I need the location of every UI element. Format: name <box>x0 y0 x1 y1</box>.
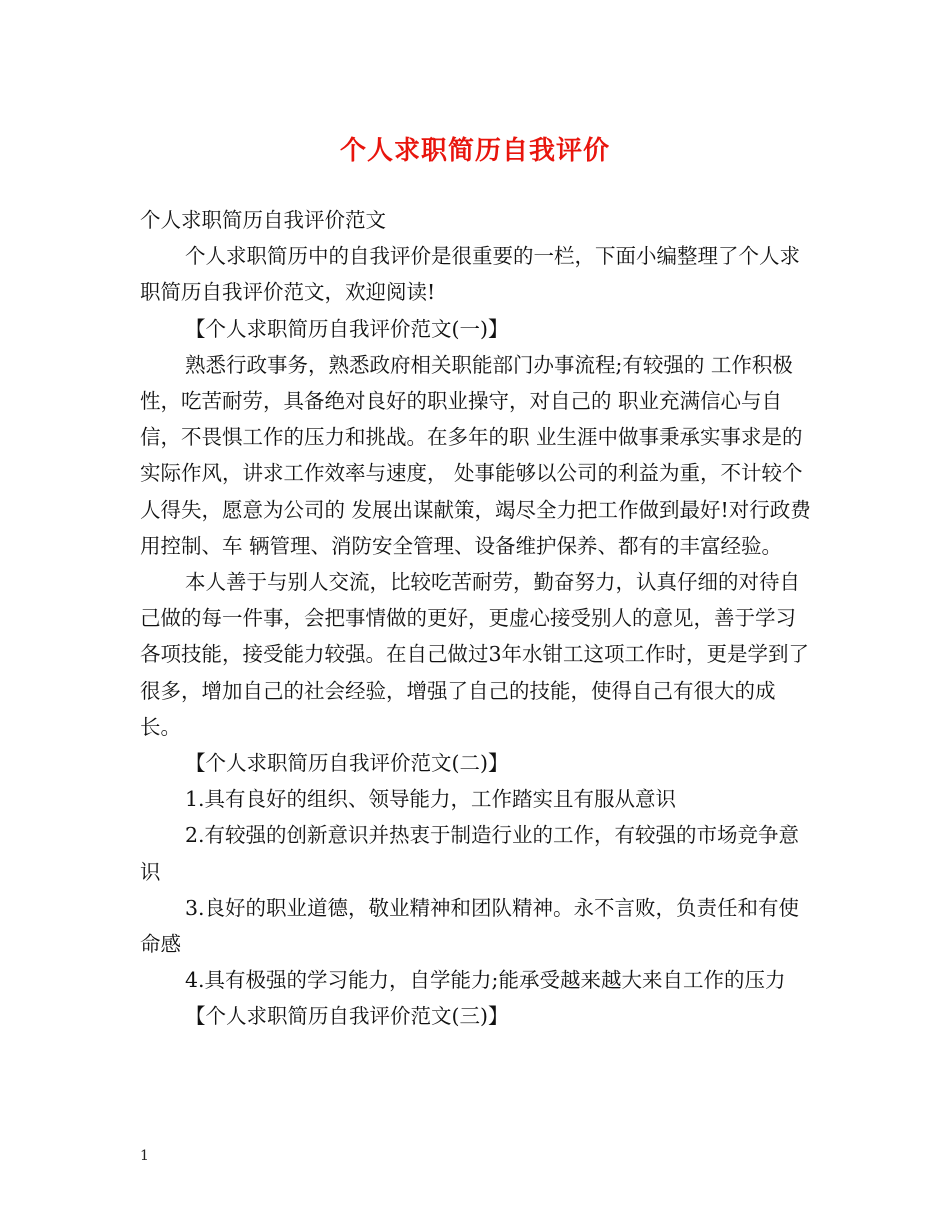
section-heading-2: 【个人求职简历自我评价范文(二)】 <box>185 751 509 776</box>
section-heading-1: 【个人求职简历自我评价范文(一)】 <box>185 316 509 341</box>
section1-paragraph-1: 熟悉行政事务，熟悉政府相关职能部门办事流程;有较强的 工作积极性，吃苦耐劳，具备绝对良好的职业操守，对自己的 职业充满信心与自信，不畏惧工作的压力和挑战。在多年的职 业生涯中做事秉承实事求是的实际作风，讲求工作效率与速度， 处事能够以公司的利益为重，不计较个人得失，愿意为公司的 发展出谋献策，竭尽全力把工作做到最好!对行政费用控制、车 辆管理、消防安全管理、设备维护保养、都有的丰富经验。 <box>140 352 811 558</box>
section2-item-2: 2.有较强的创新意识并热衷于制造行业的工作，有较强的市场竞争意识 <box>140 823 800 884</box>
intro-paragraph: 个人求职简历中的自我评价是很重要的一栏，下面小编整理了个人求职简历自我评价范文，欢迎阅读! <box>140 244 800 305</box>
section2-item-3: 3.良好的职业道德，敬业精神和团队精神。永不言败，负责任和有使命感 <box>140 895 800 957</box>
document-body <box>140 202 812 1035</box>
page-number: 1 <box>140 1148 149 1164</box>
document-title: 个人求职简历自我评价 <box>339 136 610 166</box>
document-subtitle: 个人求职简历自我评价范文 <box>140 208 386 232</box>
section2-item-1: 1.具有良好的组织、领导能力，工作踏实且有服从意识 <box>185 787 677 812</box>
section-heading-3: 【个人求职简历自我评价范文(三)】 <box>185 1004 509 1029</box>
section2-item-4: 4.具有极强的学习能力，自学能力;能承受越来越大来自工作的压力 <box>185 968 786 993</box>
section1-paragraph-2: 本人善于与别人交流，比较吃苦耐劳，勤奋努力，认真仔细的对待自己做的每一件事，会把事情做的更好，更虚心接受别人的意见，善于学习各项技能，接受能力较强。在自己做过3年水钳工这项工作时，更是学到了很多，增加自己的社会经验，增强了自己的技能，使得自己有很大的成长。 <box>140 570 810 739</box>
